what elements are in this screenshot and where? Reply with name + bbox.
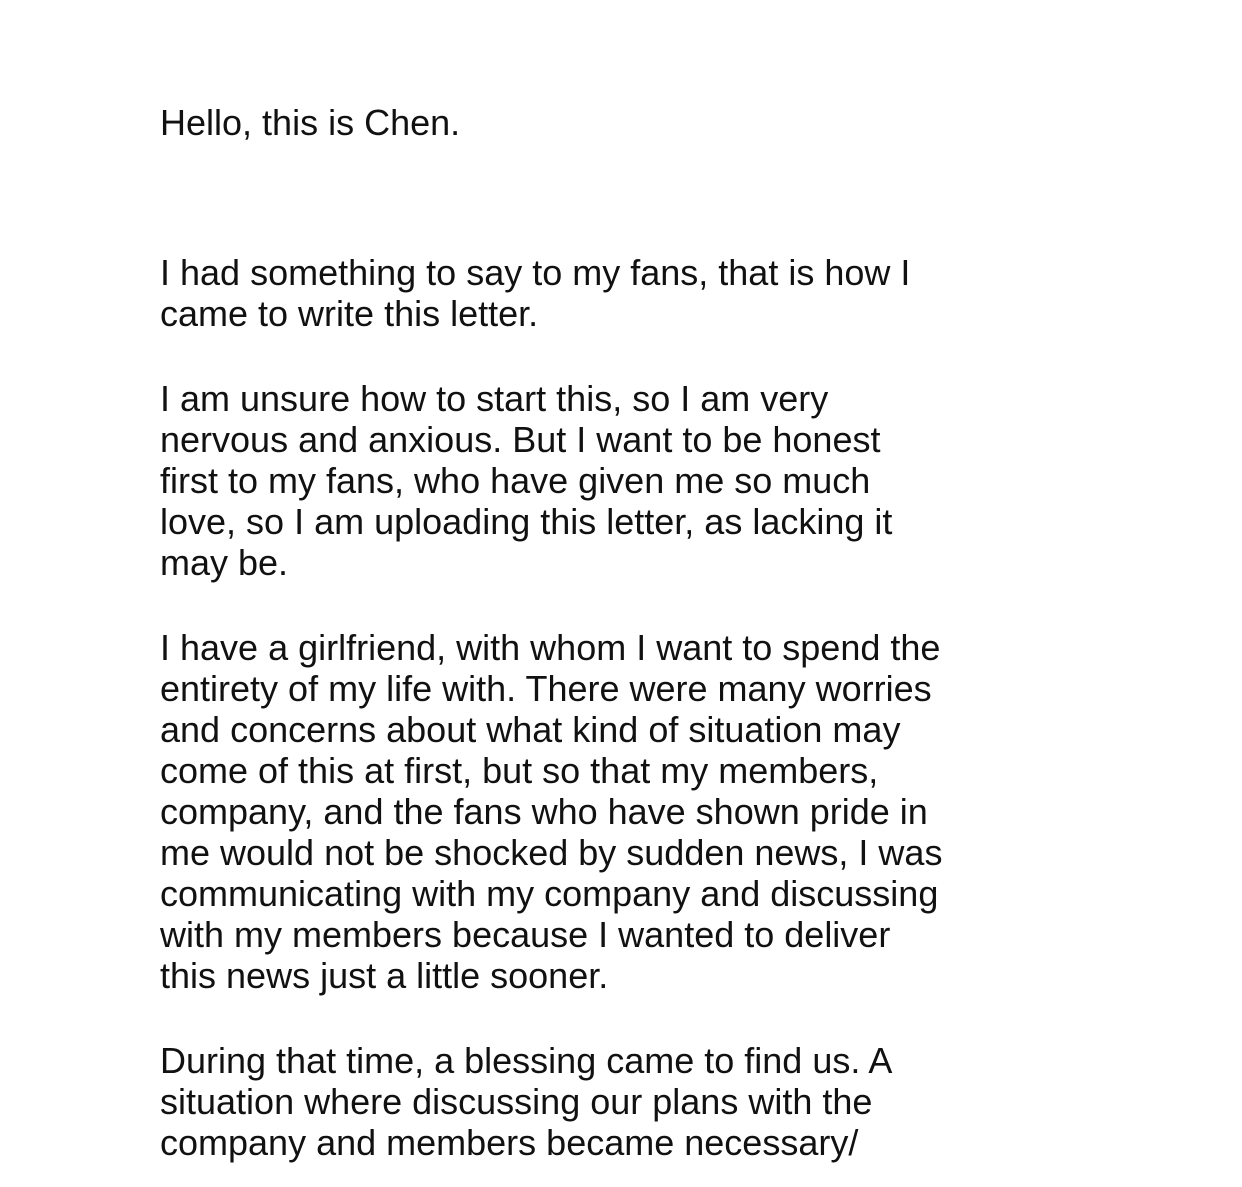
paragraph-3 (160, 627, 1160, 996)
paragraph-4 (160, 1040, 1160, 1163)
paragraph-line: company, and the fans who have shown pride in (160, 791, 928, 832)
paragraph-line: nervous and anxious. But I want to be honest (160, 419, 881, 460)
paragraph-line: communicating with my company and discussing (160, 873, 939, 914)
paragraph-line: came to write this letter. (160, 293, 539, 334)
paragraph-line: first to my fans, who have given me so much (160, 460, 871, 501)
paragraph-line: come of this at first, but so that my members, (160, 750, 879, 791)
paragraph-line: me would not be shocked by sudden news, I was (160, 832, 943, 873)
paragraph-line: love, so I am uploading this letter, as lacking it (160, 501, 893, 542)
paragraph-1 (160, 252, 1160, 334)
paragraph-line: entirety of my life with. There were many worries (160, 668, 932, 709)
paragraph-line: this news just a little sooner. (160, 955, 609, 996)
paragraph-line: and concerns about what kind of situation may (160, 709, 901, 750)
letter-body (160, 102, 1160, 1163)
paragraph-line: I am unsure how to start this, so I am very (160, 378, 829, 419)
paragraph-line: During that time, a blessing came to find us. A (160, 1040, 893, 1081)
paragraph-line: company and members became necessary/ (160, 1122, 859, 1163)
paragraph-2 (160, 378, 1160, 583)
paragraph-line: may be. (160, 542, 289, 583)
paragraph-line: I had something to say to my fans, that is how I (160, 252, 911, 293)
greeting-line: Hello, this is Chen. (160, 102, 461, 143)
paragraph-line: I have a girlfriend, with whom I want to spend the (160, 627, 941, 668)
paragraph-line: with my members because I wanted to deliver (160, 914, 891, 955)
paragraph-line: situation where discussing our plans with the (160, 1081, 873, 1122)
